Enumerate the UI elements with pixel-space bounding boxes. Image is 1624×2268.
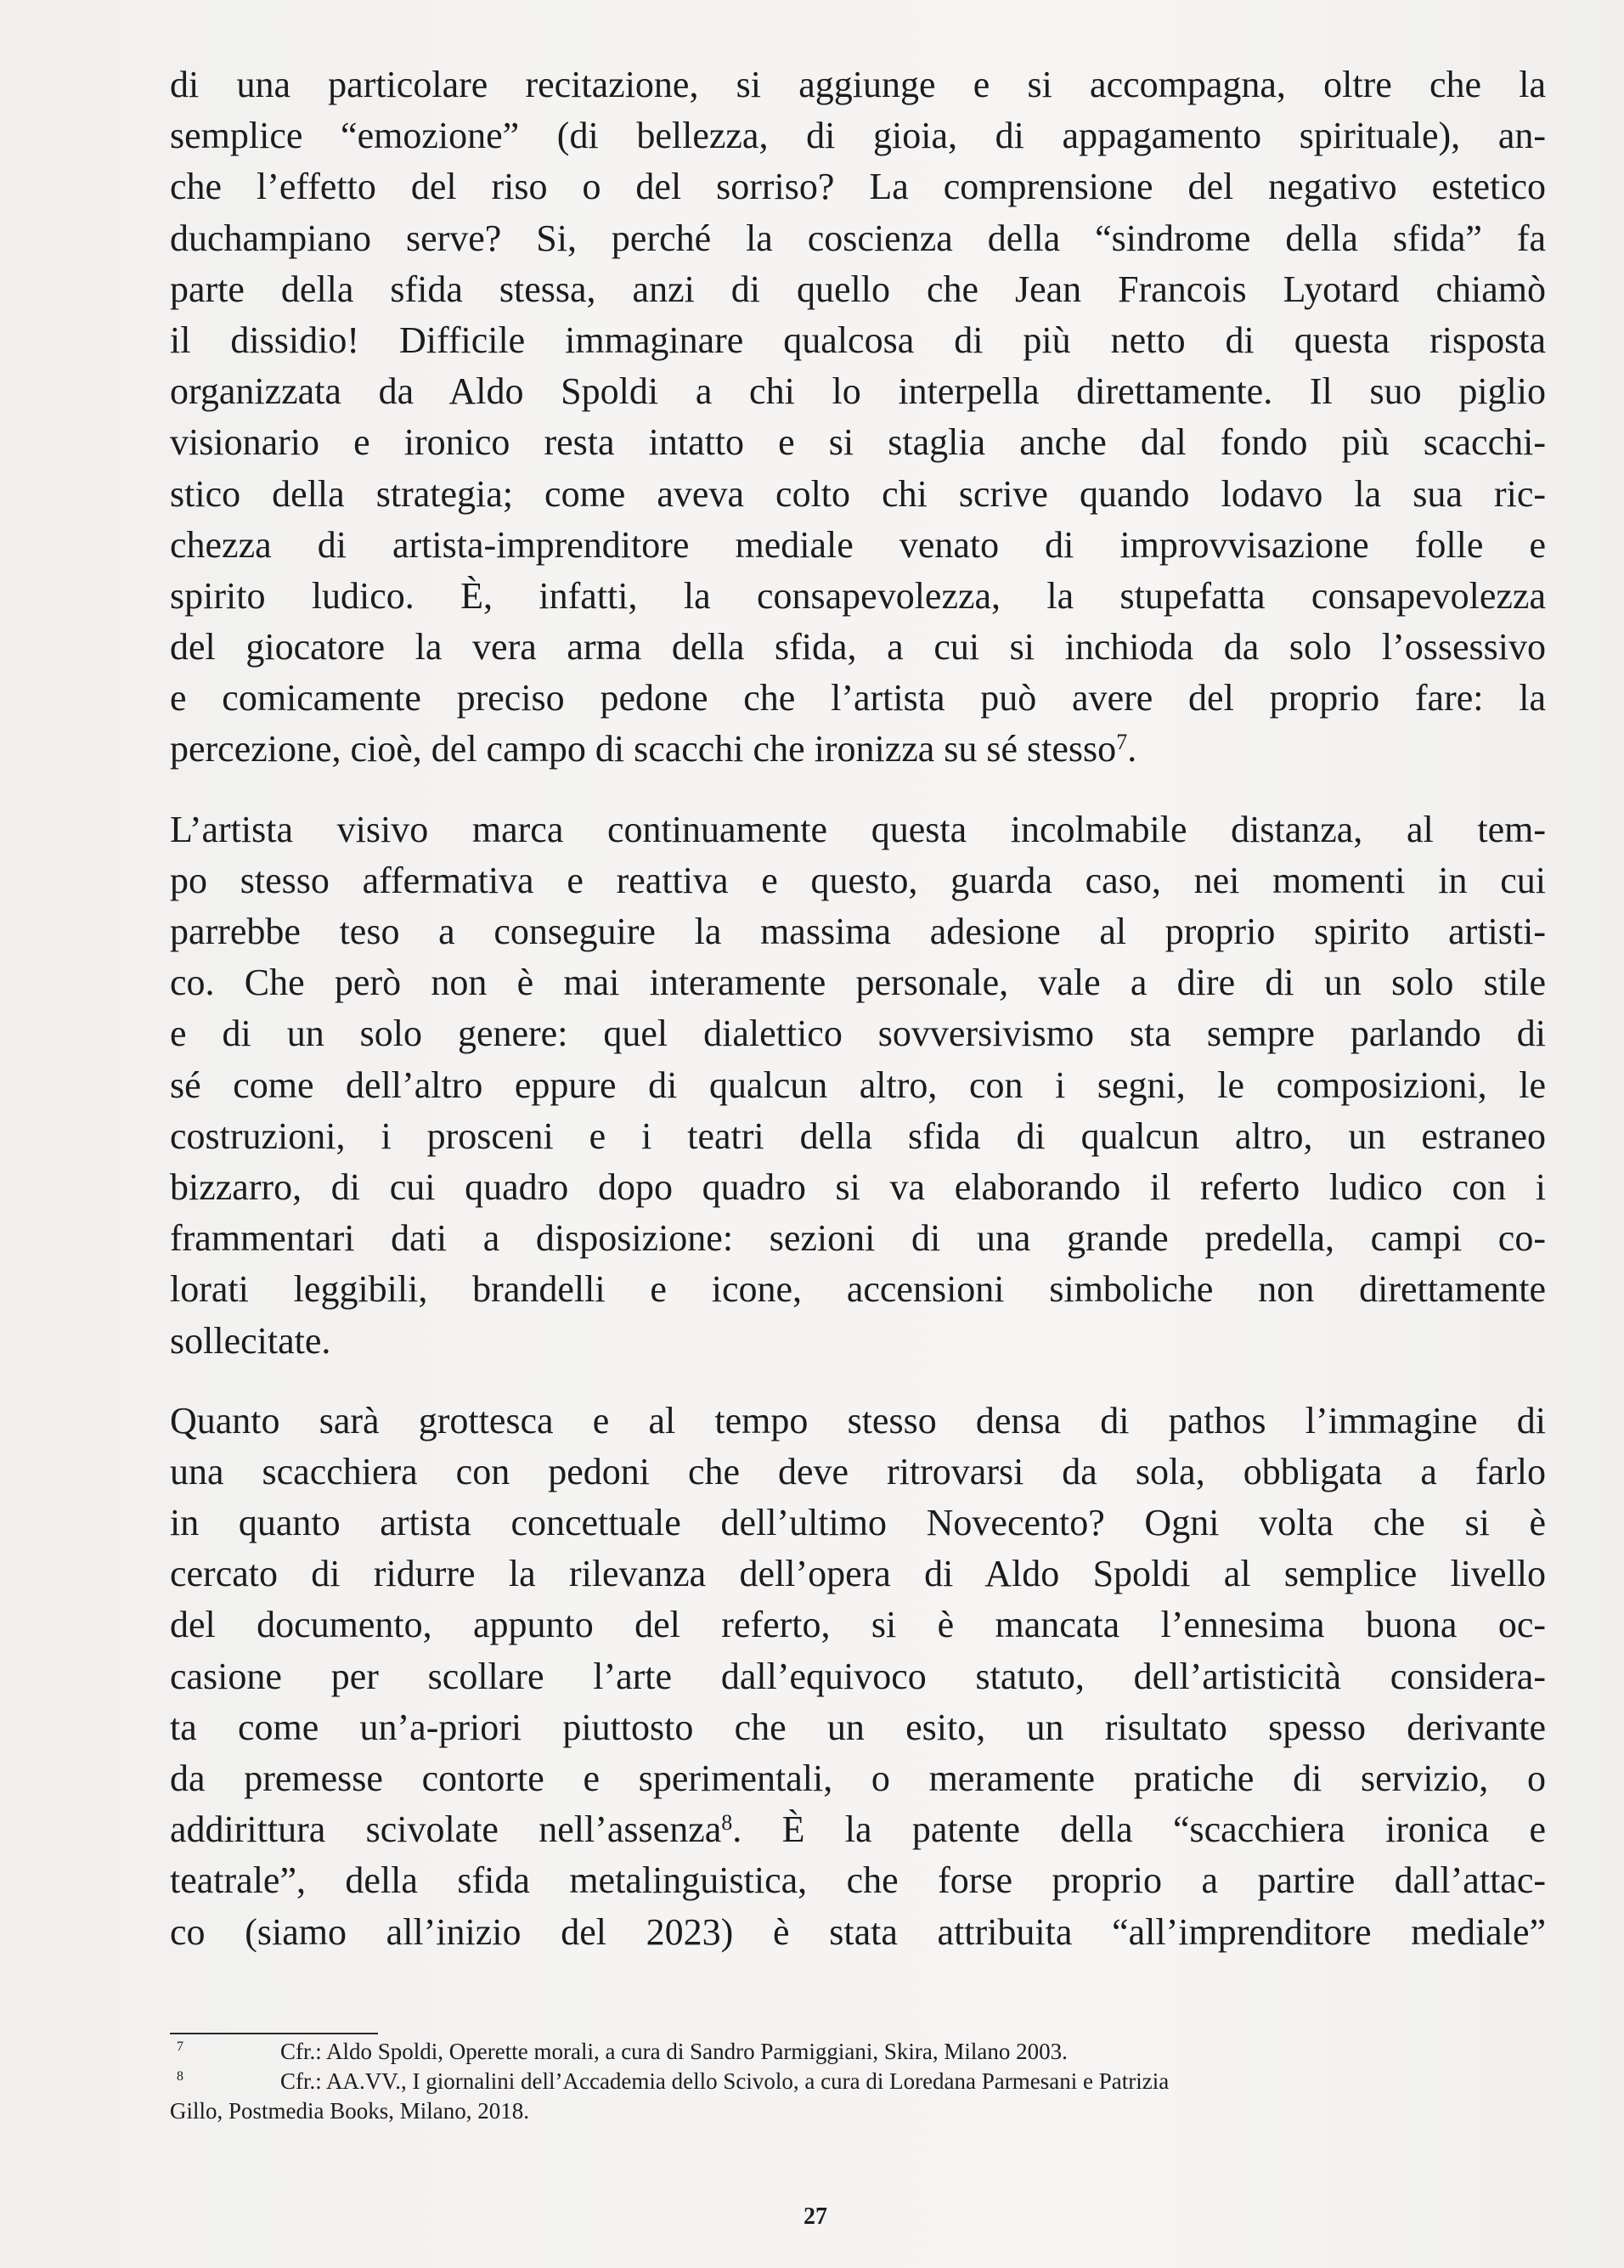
text-line: frammentari dati a disposizione: sezioni di una grande predella, campi co- bbox=[170, 1217, 1546, 1260]
footnotes bbox=[170, 2037, 1469, 2126]
text-line: Quanto sarà grottesca e al tempo stesso densa di pathos l’immagine di bbox=[170, 1399, 1546, 1441]
text-line-content: percezione, cioè, del campo di scacchi che ironizza su sé stesso bbox=[170, 728, 1117, 770]
text-line: il dissidio! Difficile immaginare qualcosa di più netto di questa risposta bbox=[170, 319, 1546, 361]
text-line-content: . È la patente della “scacchiera ironica e bbox=[732, 1808, 1546, 1851]
text-line: co. Che però non è mai interamente personale, vale a dire di un solo stile bbox=[170, 962, 1546, 1004]
text-line: semplice “emozione” (di bellezza, di gioia, di appagamento spirituale), an- bbox=[170, 115, 1546, 157]
footnote-8 bbox=[170, 2067, 1469, 2096]
text-line: parrebbe teso a conseguire la massima adesione al proprio spirito artisti- bbox=[170, 911, 1546, 952]
text-line: visionario e ironico resta intatto e si staglia anche dal fondo più scacchi- bbox=[170, 421, 1546, 464]
text-line: po stesso affermativa e reattiva e questo, guarda caso, nei momenti in cui bbox=[170, 859, 1546, 901]
text-line: di una particolare recitazione, si aggiunge e si accompagna, oltre che la bbox=[170, 64, 1546, 105]
text-line-with-note: percezione, cioè, del campo di scacchi che ironizza su sé stesso$^7$. bbox=[170, 728, 1137, 770]
text-line: una scacchiera con pedoni che deve ritrovarsi da sola, obbligata a farlo bbox=[170, 1450, 1546, 1492]
text-line: e di un solo genere: quel dialettico sovversivismo sta sempre parlando di bbox=[170, 1013, 1546, 1055]
text-line: bizzarro, di cui quadro dopo quadro si va elaborando il referto ludico con i bbox=[170, 1165, 1546, 1208]
text-line: del documento, appunto del referto, si è mancata l’ennesima buona oc- bbox=[170, 1604, 1546, 1646]
text-line: L’artista visivo marca continuamente questa incolmabile distanza, al tem- bbox=[170, 808, 1546, 850]
text-line-content: addirittura scivolate nell’assenza bbox=[170, 1808, 722, 1851]
footnote-ref-8: 8 bbox=[721, 1810, 733, 1836]
text-line: da premesse contorte e sperimentali, o meramente pratiche di servizio, o bbox=[170, 1757, 1546, 1799]
footnote-8-continuation bbox=[170, 2096, 1469, 2126]
footnote-ref-7: 7 bbox=[1116, 730, 1128, 755]
text-line: lorati leggibili, brandelli e icone, accensioni simboliche non direttamente bbox=[170, 1268, 1546, 1311]
text-line: del giocatore la vera arma della sfida, a cui si inchioda da solo l’ossessivo bbox=[170, 626, 1546, 669]
footnote-number: 8 bbox=[177, 2069, 183, 2084]
body-text bbox=[170, 59, 1546, 1958]
text-line: che l’effetto del riso o del sorriso? La comprensione del negativo estetico bbox=[170, 166, 1546, 208]
paragraph-3 bbox=[170, 1396, 1546, 1958]
footnote-divider bbox=[170, 2033, 378, 2034]
text-line: organizzata da Aldo Spoldi a chi lo interpella direttamente. Il suo piglio bbox=[170, 370, 1546, 413]
footnote-text: Cfr.: AA.VV., I giornalini dell’Accademia dello Scivolo, a cura di Loredana Parmesani e Patrizia bbox=[280, 2068, 1170, 2094]
paragraph-gap bbox=[170, 776, 1546, 804]
text-line: casione per scollare l’arte dall’equivoco statuto, dell’artisticità considera- bbox=[170, 1655, 1546, 1697]
text-line: parte della sfida stessa, anzi di quello che Jean Francois Lyotard chiamò bbox=[170, 268, 1546, 310]
text-line-with-note bbox=[170, 1804, 1546, 1855]
footnote-text: Cfr.: Aldo Spoldi, Operette morali, a cura di Sandro Parmiggiani, Skira, Milano 2003. bbox=[280, 2039, 1068, 2064]
text-line: stico della strategia; come aveva colto chi scrive quando lodavo la sua ric- bbox=[170, 472, 1546, 515]
text-line: chezza di artista-imprenditore mediale venato di improvvisazione folle e bbox=[170, 523, 1546, 566]
text-line: ta come un’a-priori piuttosto che un esito, un risultato spesso derivante bbox=[170, 1706, 1546, 1748]
text-line: teatrale”, della sfida metalinguistica, che forse proprio a partire dall’attac- bbox=[170, 1859, 1546, 1902]
paragraph-2 bbox=[170, 804, 1546, 1367]
text-line: duchampiano serve? Si, perché la coscienza della “sindrome della sfida” fa bbox=[170, 217, 1546, 259]
footnote-text: Gillo, Postmedia Books, Milano, 2018. bbox=[170, 2098, 530, 2124]
footnote-number: 7 bbox=[177, 2040, 183, 2054]
text-line: co (siamo all’inizio del 2023) è stata attribuita “all’imprenditore mediale” bbox=[170, 1910, 1546, 1953]
paragraph-gap bbox=[170, 1367, 1546, 1396]
text-line: sollecitate. bbox=[170, 1319, 331, 1362]
text-line: sé come dell’altro eppure di qualcun altro, con i segni, le composizioni, le bbox=[170, 1063, 1546, 1106]
text-line: spirito ludico. È, infatti, la consapevolezza, la stupefatta consapevolezza bbox=[170, 574, 1546, 617]
text-line: e comicamente preciso pedone che l’artista può avere del proprio fare: la bbox=[170, 677, 1546, 719]
paragraph-1 bbox=[170, 59, 1546, 776]
page-number: 27 bbox=[804, 2203, 827, 2230]
text-line: in quanto artista concettuale dell’ultimo Novecento? Ogni volta che si è bbox=[170, 1502, 1546, 1544]
text-line: cercato di ridurre la rilevanza dell’opera di Aldo Spoldi al semplice livello bbox=[170, 1553, 1546, 1595]
footnote-7 bbox=[170, 2037, 1469, 2067]
text-line: costruzioni, i prosceni e i teatri della sfida di qualcun altro, un estraneo bbox=[170, 1114, 1546, 1157]
